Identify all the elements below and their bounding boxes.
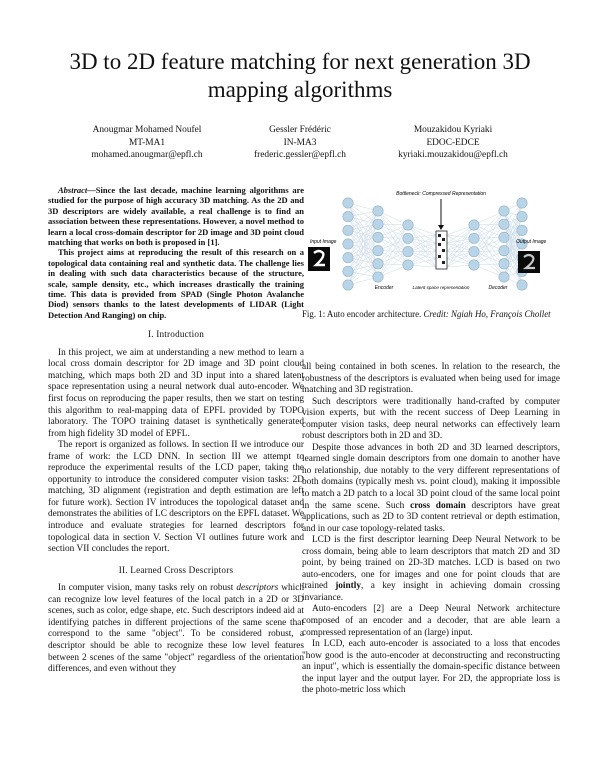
network-edge: [474, 224, 504, 265]
caption-credit: Credit: Ngiah Ho, François Chollet: [423, 309, 551, 319]
caption-prefix: Fig. 1: Auto encoder architecture.: [302, 309, 424, 319]
right-paragraph-1: Such descriptors were traditionally hand-crafted by computer vision experts, but with the recent success of Deep Learning in computer vision tasks, deep neural networks can effectively learn robust descriptors both in 2D and 3D.: [302, 396, 560, 442]
abstract-paragraph-1: [48, 185, 304, 247]
right-paragraph-2: [302, 443, 560, 535]
network-node: [343, 280, 353, 290]
lcd-paragraph-1: [48, 583, 304, 675]
right-paragraph-5: In LCD, each auto-encoder is associated to a loss that encodes "how good is the auto-encoder at deconstructing and reconstructing an input", which is essentially the domain-specific distance between the input layer and the output layer. For 2D, the appropriate loss is the photo-metric loss which: [302, 639, 560, 696]
author-1: [62, 124, 232, 162]
network-node: [343, 198, 353, 208]
lcd-text-b: which can recognize low level features of the local patch in a 2D or 3D scenes, such as color, edge shape, etc. Such descriptors indeed aid at identifying patches in different projections of the same scene that correspond to the same "object". To be considered robust, a descriptor should be able to recognize these low level features between 2 scenes of the same "object" regardless of the orientation differences, and even without they: [48, 583, 305, 675]
arrow-head-icon: [438, 225, 444, 230]
right-paragraph-3: [302, 535, 560, 604]
network-node: [517, 198, 527, 208]
network-edge: [474, 211, 504, 252]
network-node: [373, 206, 383, 216]
author-2: [215, 124, 385, 162]
network-node: [517, 280, 527, 290]
abstract-paragraph-2: This project aims at reproducing the result of this research on a topological data containing real and synthetic data. The challenge lies in dealing with such data characteristics because of the structure, scale, sample density, etc., which increases drastically the training time. This data is provided from SPAD (Single Photon Avalanche Diod) sensors thanks to the latest developments of LIDAR (Light Detection And Ranging) on chip.: [48, 247, 304, 320]
lcd-text-a: In computer vision, many tasks rely on robust: [58, 583, 237, 594]
network-node: [343, 266, 353, 276]
network-node: [499, 232, 509, 242]
bottleneck-code: [436, 231, 447, 269]
author-affiliation: MT-MA1: [128, 137, 166, 148]
author-name: Anougmar Mohamed Noufel: [92, 125, 202, 135]
network-node: [499, 245, 509, 255]
abstract-lead: Abstract: [58, 185, 88, 195]
figure-label-top: Bottleneck: Compressed Representation: [396, 191, 486, 197]
network-node: [373, 232, 383, 242]
author-email: mohamed.anougmar@epfl.ch: [91, 150, 203, 161]
author-name: Mouzakidou Kyriaki: [413, 125, 493, 135]
figure-caption: [302, 309, 560, 320]
network-node: [469, 220, 479, 230]
intro-paragraph-1: In this project, we aim at understanding a new method to learn a local cross domain descriptor for 2D image and 3D point cloud matching, which maps both 2D and 3D input into a shared latent space representation using a neural network dual auto-encoder. We first focus on reproducing the paper results, then we start on testing this algorithm to real-mapping data of EPFL provided by TOPO laboratory. The TOPO training dataset is synthetically generated from high fidelity 3D model of EPFL.: [48, 347, 304, 439]
network-node: [343, 252, 353, 262]
network-node: [499, 206, 509, 216]
author-affiliation: IN-MA3: [283, 137, 317, 148]
author-name: Gessler Frédéric: [269, 125, 331, 135]
paper-title: 3D to 2D feature matching for next generation 3D mapping algorithms: [69, 49, 531, 102]
right-paragraph-0: all being contained in both scenes. In relation to the research, the robustness of the descriptors is evaluated when being used for image matching and 3D registration.: [302, 362, 560, 396]
network-node: [469, 246, 479, 256]
network-node: [499, 219, 509, 229]
figure-label-decoder: Decoder: [488, 285, 508, 291]
abstract-text-1: —Since the last decade, machine learning algorithms are studied for the purpose of high accuracy 3D matching. As the 2D and 3D descriptors are widely available, a real challenge is to find an association between these representations. However, a novel method to learn a local cross-domain descriptor for 2D image and 3D point cloud matching that works on both is proposed in [1].: [48, 185, 304, 248]
figure-label-latent: Latent space representation: [412, 285, 470, 290]
figure-label-input: Input Image: [310, 239, 337, 245]
network-node: [403, 260, 413, 270]
right-p2-text-a: Despite those advances in both 2D and 3D learned descriptors, learned single domain descriptors from one domain to another have no relationship, due notably to the very different representations of both domains (typically mesh vs. point cloud), making it impossible to match a 2D patch to a local 3D point cloud of the same local point in the same scene. Such: [302, 442, 560, 511]
author-email: kyriaki.mouzakidou@epfl.ch: [398, 150, 508, 161]
network-node: [469, 233, 479, 243]
network-node: [517, 211, 527, 221]
author-affiliation: EDOC-EDCE: [426, 137, 480, 148]
right-p3-strong: jointly: [335, 581, 362, 592]
figure-label-encoder: Encoder: [374, 285, 394, 291]
autoencoder-diagram: [302, 185, 560, 305]
figure-label-output: Output Image: [516, 239, 547, 245]
right-p2-text-b: descriptors have great applications, such as 2D to 3D content retrieval or depth estimation, and in our case topology-related tasks.: [302, 500, 560, 534]
network-node: [517, 225, 527, 235]
network-node: [373, 259, 383, 269]
right-p3-text-a: LCD is the first descriptor learning Deep Neural Network to be cross domain, being able to learn descriptors that match 2D and 3D point, by being trained on 2D-3D matches. LCD is based on two auto-encoders, one for images and one for point clouds that are trained: [302, 535, 560, 592]
network-node: [403, 246, 413, 256]
lcd-text-emphasis: descriptors: [236, 583, 279, 594]
network-node: [373, 272, 383, 282]
network-node: [343, 239, 353, 249]
section-heading-introduction: I. Introduction: [147, 329, 205, 340]
network-node: [499, 259, 509, 269]
right-p3-text-b: , a key insight in achieving domain crossing invariance.: [302, 581, 561, 603]
author-email: frederic.gessler@epfl.ch: [254, 150, 346, 161]
network-node: [373, 245, 383, 255]
author-3: [368, 124, 538, 162]
network-node: [469, 260, 479, 270]
network-edges: [348, 203, 522, 285]
network-node: [343, 225, 353, 235]
network-node: [403, 220, 413, 230]
network-node: [373, 219, 383, 229]
right-p2-strong: cross domain: [410, 500, 466, 511]
network-node: [499, 272, 509, 282]
network-node: [403, 233, 413, 243]
left-column: [48, 185, 304, 676]
right-paragraph-4: Auto-encoders [2] are a Deep Neural Network architecture composed of an encoder and a decoder, that are able learn a compressed representation of an (large) input.: [302, 604, 560, 638]
network-node: [343, 211, 353, 221]
right-column: [302, 362, 560, 697]
figure-autoencoder: [302, 185, 560, 320]
section-heading-lcd: II. Learned Cross Descriptors: [118, 564, 234, 575]
intro-paragraph-2: The report is organized as follows. In section II we introduce our frame of work: the LCD DNN. In section III we attempt to reproduce the experimental results of the LCD paper, taking the opportunity to introduce the considered computer vision tasks: 2D matching, 3D alignment (registration and depth estimation are left for future work). Section IV introduces the topological dataset and demonstrates the abilities of LC descriptors on the EPFL dataset. We introduce and evaluate strategies for learned descriptors for topological data in section V. Section VI outlines future work and section VII concludes the report.: [48, 440, 304, 555]
